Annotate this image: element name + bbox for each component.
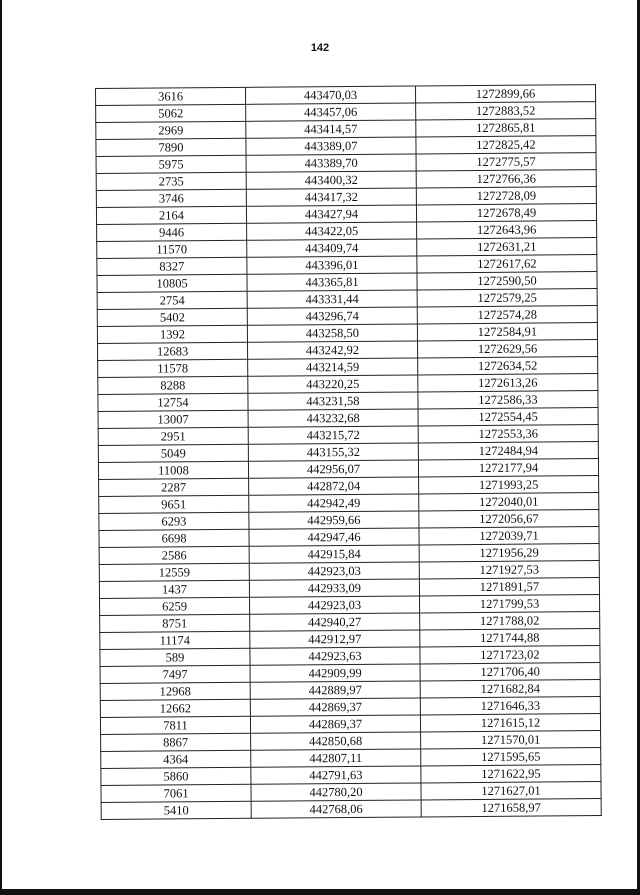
point-id-cell: 9446 [97, 223, 247, 241]
y-coordinate-cell: 1272586,33 [418, 391, 598, 409]
x-coordinate-cell: 443231,58 [248, 392, 418, 410]
coordinates-table-container [95, 84, 601, 820]
y-coordinate-cell: 1272590,50 [417, 272, 597, 290]
point-id-cell: 3746 [96, 189, 246, 207]
point-id-cell: 12683 [98, 342, 248, 360]
point-id-cell: 7061 [101, 784, 251, 802]
point-id-cell: 6259 [100, 597, 250, 615]
point-id-cell: 5062 [96, 104, 246, 122]
x-coordinate-cell: 443470,03 [245, 86, 415, 104]
x-coordinate-cell: 442923,03 [250, 596, 420, 614]
y-coordinate-cell: 1272678,49 [416, 204, 596, 222]
point-id-cell: 11578 [98, 359, 248, 377]
y-coordinate-cell: 1272643,96 [417, 221, 597, 239]
point-id-cell: 1392 [97, 325, 247, 343]
x-coordinate-cell: 443417,32 [246, 188, 416, 206]
y-coordinate-cell: 1272825,42 [416, 136, 596, 154]
y-coordinate-cell: 1272484,94 [418, 442, 598, 460]
point-id-cell: 4364 [101, 750, 251, 768]
x-coordinate-cell: 443331,44 [247, 290, 417, 308]
x-coordinate-cell: 442807,11 [251, 749, 421, 767]
x-coordinate-cell: 442933,09 [249, 579, 419, 597]
y-coordinate-cell: 1271956,29 [419, 544, 599, 562]
point-id-cell: 9651 [99, 495, 249, 513]
point-id-cell: 8867 [101, 733, 251, 751]
x-coordinate-cell: 443389,07 [246, 137, 416, 155]
x-coordinate-cell: 443155,32 [248, 443, 418, 461]
y-coordinate-cell: 1272579,25 [417, 289, 597, 307]
x-coordinate-cell: 443232,68 [248, 409, 418, 427]
y-coordinate-cell: 1272177,94 [418, 459, 598, 477]
point-id-cell: 7890 [96, 138, 246, 156]
point-id-cell: 5049 [98, 444, 248, 462]
x-coordinate-cell: 443409,74 [247, 239, 417, 257]
y-coordinate-cell: 1272554,45 [418, 408, 598, 426]
x-coordinate-cell: 443396,01 [247, 256, 417, 274]
table-row [101, 799, 601, 820]
x-coordinate-cell: 442869,37 [250, 715, 420, 733]
point-id-cell: 6293 [99, 512, 249, 530]
y-coordinate-cell: 1271682,84 [420, 680, 600, 698]
x-coordinate-cell: 443400,32 [246, 171, 416, 189]
point-id-cell: 12754 [98, 393, 248, 411]
point-id-cell: 2287 [99, 478, 249, 496]
x-coordinate-cell: 443296,74 [247, 307, 417, 325]
x-coordinate-cell: 442947,46 [249, 528, 419, 546]
point-id-cell: 8327 [97, 257, 247, 275]
point-id-cell: 2754 [97, 291, 247, 309]
x-coordinate-cell: 443242,92 [248, 341, 418, 359]
y-coordinate-cell: 1271622,95 [421, 765, 601, 783]
point-id-cell: 7811 [100, 716, 250, 734]
point-id-cell: 10805 [97, 274, 247, 292]
point-id-cell: 11570 [97, 240, 247, 258]
x-coordinate-cell: 442940,27 [250, 613, 420, 631]
x-coordinate-cell: 443389,70 [246, 154, 416, 172]
y-coordinate-cell: 1272631,21 [417, 238, 597, 256]
point-id-cell: 5975 [96, 155, 246, 173]
scan-edge-left [0, 0, 2, 895]
x-coordinate-cell: 443365,81 [247, 273, 417, 291]
x-coordinate-cell: 443220,25 [248, 375, 418, 393]
point-id-cell: 11174 [100, 631, 250, 649]
y-coordinate-cell: 1271658,97 [421, 799, 601, 817]
x-coordinate-cell: 443414,57 [246, 120, 416, 138]
y-coordinate-cell: 1272617,62 [417, 255, 597, 273]
point-id-cell: 2735 [96, 172, 246, 190]
x-coordinate-cell: 443258,50 [247, 324, 417, 342]
point-id-cell: 2951 [98, 427, 248, 445]
x-coordinate-cell: 442791,63 [251, 766, 421, 784]
point-id-cell: 1437 [99, 580, 249, 598]
point-id-cell: 5860 [101, 767, 251, 785]
y-coordinate-cell: 1272574,28 [417, 306, 597, 324]
y-coordinate-cell: 1272613,26 [418, 374, 598, 392]
x-coordinate-cell: 443427,94 [246, 205, 416, 223]
point-id-cell: 8288 [98, 376, 248, 394]
x-coordinate-cell: 442768,06 [251, 800, 421, 818]
x-coordinate-cell: 442780,20 [251, 783, 421, 801]
point-id-cell: 13007 [98, 410, 248, 428]
y-coordinate-cell: 1272040,01 [419, 493, 599, 511]
x-coordinate-cell: 442909,99 [250, 664, 420, 682]
y-coordinate-cell: 1272056,67 [419, 510, 599, 528]
x-coordinate-cell: 442869,37 [250, 698, 420, 716]
point-id-cell: 12968 [100, 682, 250, 700]
y-coordinate-cell: 1272865,81 [416, 119, 596, 137]
point-id-cell: 3616 [96, 87, 246, 105]
point-id-cell: 2164 [96, 206, 246, 224]
x-coordinate-cell: 442915,84 [249, 545, 419, 563]
y-coordinate-cell: 1271595,65 [421, 748, 601, 766]
page-number: 142 [310, 42, 330, 54]
x-coordinate-cell: 442850,68 [251, 732, 421, 750]
y-coordinate-cell: 1272899,66 [415, 85, 595, 103]
x-coordinate-cell: 443214,59 [248, 358, 418, 376]
x-coordinate-cell: 442889,97 [250, 681, 420, 699]
x-coordinate-cell: 442872,04 [249, 477, 419, 495]
x-coordinate-cell: 442923,63 [250, 647, 420, 665]
y-coordinate-cell: 1271891,57 [419, 578, 599, 596]
scan-edge-bottom [0, 889, 640, 895]
y-coordinate-cell: 1271706,40 [420, 663, 600, 681]
point-id-cell: 5410 [101, 801, 251, 819]
y-coordinate-cell: 1271927,53 [419, 561, 599, 579]
x-coordinate-cell: 443422,05 [247, 222, 417, 240]
y-coordinate-cell: 1272883,52 [416, 102, 596, 120]
x-coordinate-cell: 443457,06 [246, 103, 416, 121]
x-coordinate-cell: 442959,66 [249, 511, 419, 529]
x-coordinate-cell: 443215,72 [248, 426, 418, 444]
coordinates-table [95, 84, 602, 820]
point-id-cell: 7497 [100, 665, 250, 683]
y-coordinate-cell: 1271788,02 [420, 612, 600, 630]
point-id-cell: 6698 [99, 529, 249, 547]
y-coordinate-cell: 1272553,36 [418, 425, 598, 443]
point-id-cell: 8751 [100, 614, 250, 632]
x-coordinate-cell: 442942,49 [249, 494, 419, 512]
y-coordinate-cell: 1272629,56 [417, 340, 597, 358]
y-coordinate-cell: 1271723,02 [420, 646, 600, 664]
point-id-cell: 12559 [99, 563, 249, 581]
point-id-cell: 589 [100, 648, 250, 666]
point-id-cell: 5402 [97, 308, 247, 326]
point-id-cell: 2969 [96, 121, 246, 139]
y-coordinate-cell: 1271993,25 [419, 476, 599, 494]
y-coordinate-cell: 1272766,36 [416, 170, 596, 188]
point-id-cell: 12662 [100, 699, 250, 717]
x-coordinate-cell: 442923,03 [249, 562, 419, 580]
x-coordinate-cell: 442912,97 [250, 630, 420, 648]
y-coordinate-cell: 1272728,09 [416, 187, 596, 205]
y-coordinate-cell: 1271570,01 [421, 731, 601, 749]
y-coordinate-cell: 1272584,91 [417, 323, 597, 341]
y-coordinate-cell: 1272039,71 [419, 527, 599, 545]
x-coordinate-cell: 442956,07 [248, 460, 418, 478]
point-id-cell: 11008 [98, 461, 248, 479]
y-coordinate-cell: 1272775,57 [416, 153, 596, 171]
point-id-cell: 2586 [99, 546, 249, 564]
y-coordinate-cell: 1271646,33 [420, 697, 600, 715]
y-coordinate-cell: 1271615,12 [420, 714, 600, 732]
y-coordinate-cell: 1272634,52 [418, 357, 598, 375]
y-coordinate-cell: 1271799,53 [419, 595, 599, 613]
y-coordinate-cell: 1271744,88 [420, 629, 600, 647]
y-coordinate-cell: 1271627,01 [421, 782, 601, 800]
